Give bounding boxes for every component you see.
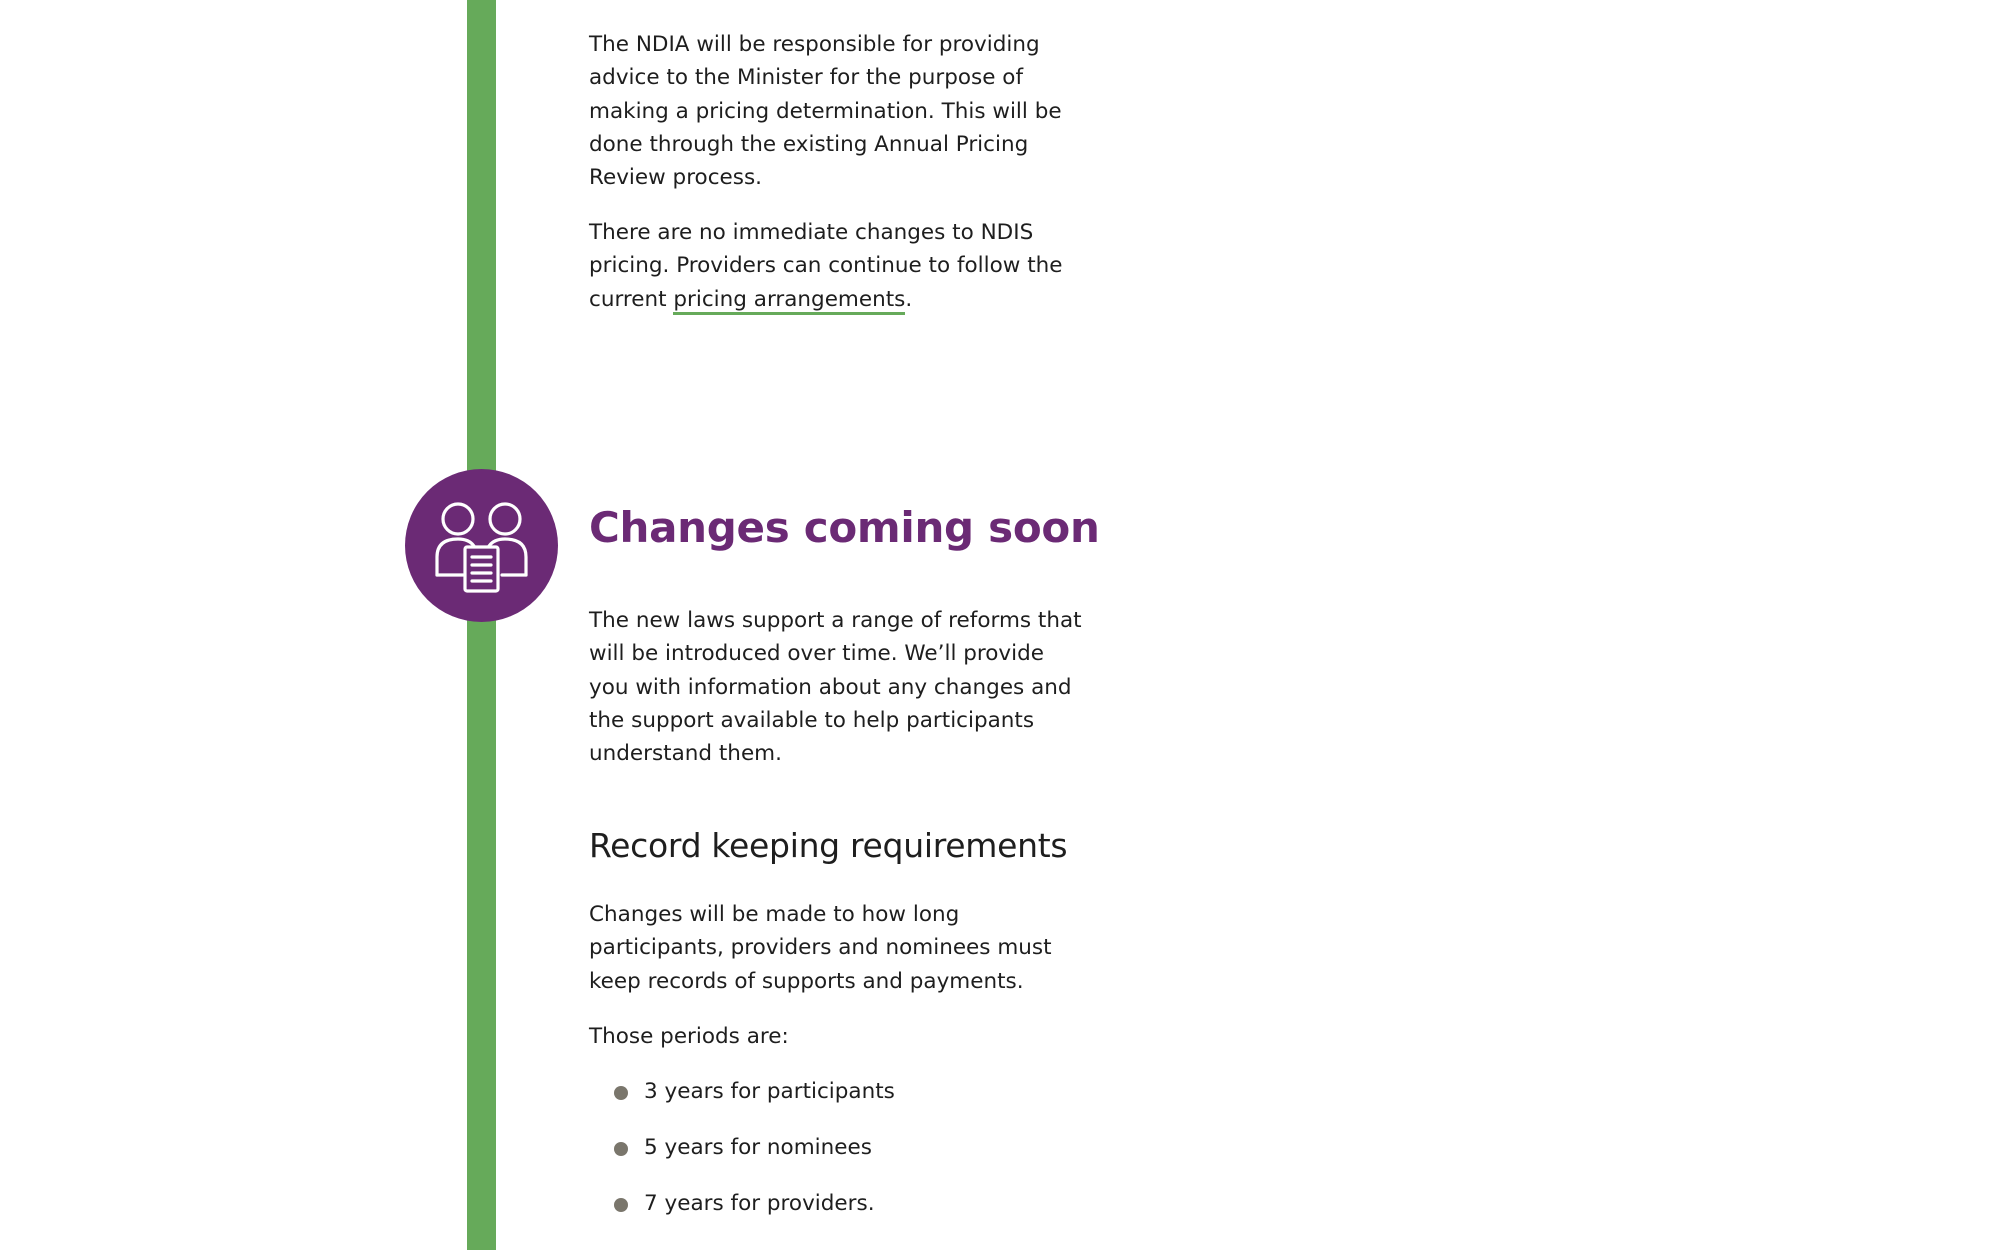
changes-intro-paragraph: The new laws support a range of reforms that will be introduced over time. We’ll provide you with information about any changes and the support available to help participants understand them. (589, 608, 1082, 767)
periods-intro: Those periods are: (589, 1024, 789, 1049)
list-item (589, 1129, 895, 1185)
pricing-text-end: . (905, 286, 913, 312)
pricing-arrangements-link[interactable]: pricing arrangements (673, 287, 905, 315)
record-keeping-heading: Record keeping requirements (589, 826, 1068, 865)
list-item-text: 5 years for nominees (644, 1135, 872, 1160)
pricing-no-changes-paragraph (589, 216, 1089, 316)
section-icon-badge (405, 469, 558, 622)
bullet-icon (614, 1198, 628, 1212)
pricing-text: There are no immediate changes to NDIS pricing. Providers can continue to follow the current (589, 220, 1063, 312)
changes-coming-soon-heading: Changes coming soon (589, 503, 1100, 552)
pricing-advice-paragraph: The NDIA will be responsible for providing advice to the Minister for the purpose of making a pricing determination. This will be done through the existing Annual Pricing Review process. (589, 32, 1062, 191)
list-item (589, 1185, 895, 1241)
record-keeping-paragraph: Changes will be made to how long participants, providers and nominees must keep records of supports and payments. (589, 902, 1052, 994)
bullet-icon (614, 1142, 628, 1156)
list-item-text: 3 years for participants (644, 1079, 895, 1104)
list-item (589, 1073, 895, 1129)
list-item-text: 7 years for providers. (644, 1191, 875, 1216)
bullet-icon (614, 1086, 628, 1100)
people-with-document-icon (405, 469, 558, 622)
record-periods-list (589, 1073, 895, 1241)
timeline-bar (467, 0, 496, 1250)
